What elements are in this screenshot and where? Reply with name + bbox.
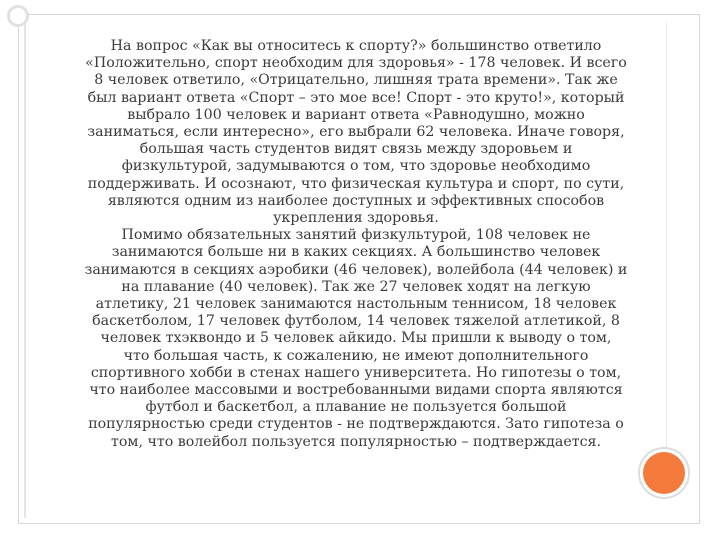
text-line: являются одним из наиболее доступных и эффективных способов	[107, 192, 605, 209]
text-line: На вопрос «Как вы относитесь к спорту?» большинство ответило	[110, 38, 602, 54]
text-line: спортивного хобби в стенах нашего университета. Но гипотезы о том,	[90, 364, 622, 381]
text-line: укрепления здоровья.	[273, 210, 439, 227]
text-line: поддерживать. И осознают, что физическая культура и спорт, по сути,	[87, 175, 625, 192]
text-line: том, что волейбол пользуется популярностью – подтверждается.	[111, 433, 601, 450]
text-line: занимаются в секциях аэробики (46 человек), волейбола (44 человек) и	[84, 261, 628, 278]
slide-body-text	[56, 38, 656, 451]
text-line: выбрало 100 человек и вариант ответа «Равнодушно, можно	[127, 106, 585, 123]
text-line: был вариант ответа «Спорт – это мое все! Спорт - это круто!», который	[87, 89, 625, 106]
text-line: на плавание (40 человек). Так же 27 человек ходят на легкую	[121, 278, 591, 295]
bottom-right-orange-circle	[643, 452, 685, 494]
top-left-decorative-circle	[7, 5, 29, 27]
text-line: баскетболом, 17 человек футболом, 14 человек тяжелой атлетикой, 8	[92, 313, 620, 330]
text-line: «Положительно, спорт необходим для здоровья» - 178 человек. И всего	[85, 55, 627, 72]
text-line: футбол и баскетбол, а плавание не пользуется большой	[145, 399, 567, 416]
text-line: заниматься, если интересно», его выбрали 62 человека. Иначе говоря,	[87, 124, 625, 141]
right-decorative-rule	[666, 22, 667, 452]
text-line: физкультурой, задумываются о том, что здоровье необходимо	[121, 158, 591, 175]
text-line: что наиболее массовыми и востребованными видами спорта являются	[89, 382, 623, 399]
text-line: занимаются больше ни в каких секциях. А большинство человек	[111, 244, 601, 261]
text-line: 8 человек ответило, «Отрицательно, лишняя трата времени». Так же	[94, 72, 618, 89]
text-line: атлетику, 21 человек занимаются настольным теннисом, 18 человек	[95, 296, 617, 313]
text-line: Помимо обязательных занятий физкультурой, 108 человек не	[121, 227, 591, 244]
text-line: человек тхэквондо и 5 человек айкидо. Мы пришли к выводу о том,	[100, 330, 612, 347]
paragraph-1	[56, 38, 656, 227]
text-line: большая часть студентов видят связь между здоровьем и	[139, 141, 573, 158]
text-line: что большая часть, к сожалению, не имеют дополнительного	[123, 347, 589, 364]
text-line: популярностью среди студентов - не подтверждаются. Зато гипотеза о	[88, 416, 624, 433]
paragraph-2	[56, 227, 656, 451]
left-decorative-rule	[24, 22, 26, 518]
